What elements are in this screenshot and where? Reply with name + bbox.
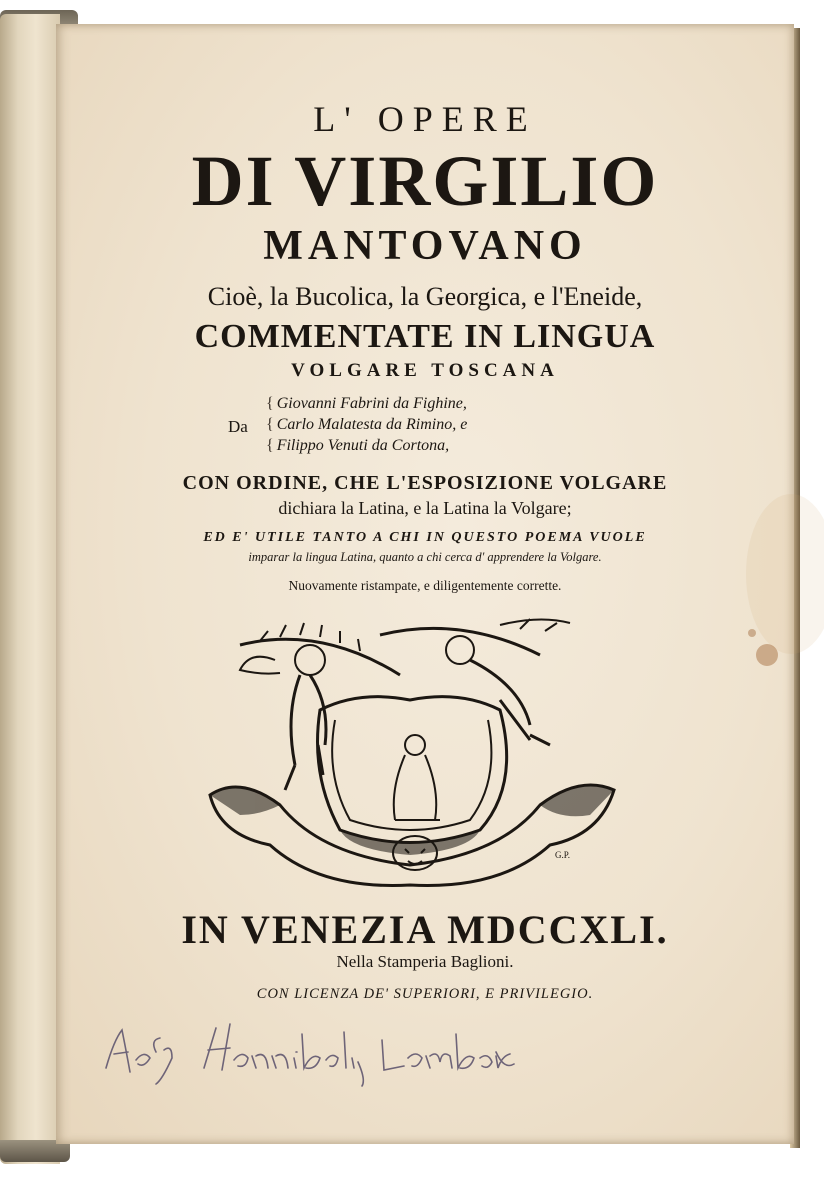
subtitle-commentate: COMMENTATE IN LINGUA bbox=[194, 318, 656, 355]
title-line-opere: L' OPERE bbox=[313, 99, 537, 139]
authors-da: Da bbox=[228, 417, 248, 436]
ink-spot bbox=[756, 644, 778, 666]
line-ordine: CON ORDINE, CHE L'ESPOSIZIONE VOLGARE bbox=[182, 472, 668, 494]
title-line-virgilio: DI VIRGILIO bbox=[191, 141, 659, 221]
book-binding bbox=[0, 14, 60, 1164]
line-dichiara: dichiara la Latina, e la Latina la Volgare; bbox=[278, 498, 572, 518]
line-imparar: imparar la lingua Latina, quanto a chi cerca d' apprendere la Volgare. bbox=[248, 550, 602, 564]
engraver-mark: G.P. bbox=[555, 850, 571, 860]
imprint-place-date: IN VENEZIA MDCCXLI. bbox=[181, 907, 669, 952]
handwritten-signature bbox=[100, 1010, 520, 1090]
woodcut-vignette bbox=[200, 615, 624, 900]
ink-spot-small bbox=[748, 629, 756, 637]
line-utile: ED E' UTILE TANTO A CHI IN QUESTO POEMA VUOLE bbox=[203, 530, 647, 545]
authors-list bbox=[266, 395, 467, 458]
line-nuovamente: Nuovamente ristampate, e diligentemente corrette. bbox=[288, 578, 562, 593]
author-venuti: { Filippo Venuti da Cortona, bbox=[266, 437, 467, 458]
author-fabrini: { Giovanni Fabrini da Fighine, bbox=[266, 395, 467, 416]
imprint-printer: Nella Stamperia Baglioni. bbox=[336, 952, 514, 971]
author-malatesta: { Carlo Malatesta da Rimino, e bbox=[266, 416, 467, 437]
subtitle-volgare: VOLGARE TOSCANA bbox=[291, 360, 559, 381]
subtitle-works: Cioè, la Bucolica, la Georgica, e l'Eneide, bbox=[207, 282, 643, 311]
imprint-licence: CON LICENZA DE' SUPERIORI, E PRIVILEGIO. bbox=[256, 986, 594, 1002]
title-line-mantovano: MANTOVANO bbox=[263, 223, 587, 269]
